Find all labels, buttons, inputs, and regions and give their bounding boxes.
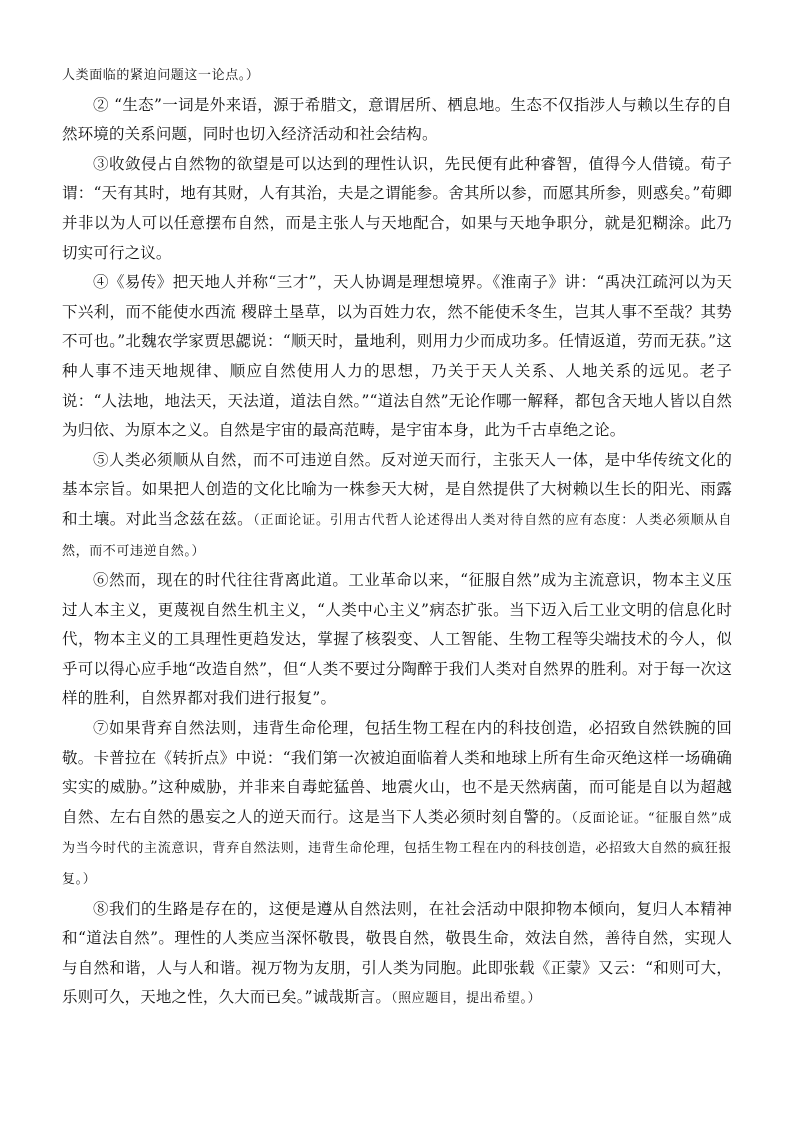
paragraph-8-text: ⑧我们的生路是存在的，这便是遵从自然法则，在社会活动中限抑物本倾向，复归人本精神和“道法自然”。理性的人类应当深怀敬畏，敬畏自然，敬畏生命，效法自然，善待自然，实现人与自然和谐，人与人和谐。视万物为友朋，引人类为同胞。此即张载《正蒙》又云：“和则可大，乐则可久，天地之性，久大而已矣。”诚哉斯言。 — [62, 899, 732, 1007]
paragraph-5 — [62, 446, 732, 566]
paragraph-6-text: ⑥然而，现在的时代往往背离此道。工业革命以来，“征服自然”成为主流意识，物本主义压过人本主义，更蔑视自然生机主义，“人类中心主义”病态扩张。当下迈入后工业文明的信息化时代，物本主义的工具理性更趋发达，掌握了核裂变、人工智能、生物工程等尖端技术的今人，似乎可以得心应手地“改造自然”，但“人类不要过分陶醉于我们人类对自然界的胜利。对于每一次这样的胜利，自然界都对我们进行报复”。 — [62, 571, 732, 708]
paragraph-1-note: 人类面临的紧迫问题这一论点。） — [62, 68, 260, 83]
paragraph-7 — [62, 714, 732, 895]
paragraph-3-text: ③收敛侵占自然物的欲望是可以达到的理性认识，先民便有此种睿智，值得今人借镜。荀子谓：“天有其时，地有其财，人有其治，夫是之谓能参。舍其所以参，而愿其所参，则惑矣。”荀卿并非以为人可以任意摆布自然，而是主张人与天地配合，如果与天地争职分，就是犯糊涂。此乃切实可行之议。 — [62, 154, 732, 262]
paragraph-8 — [62, 895, 732, 1014]
paragraph-4-text: ④《易传》把天地人并称“三才”，天人协调是理想境界。《淮南子》讲：“禹决江疏河以为天下兴利，而不能使水西流 稷辟土垦草，以为百姓力农，然不能使禾冬生，岂其人事不至哉？其势不可也。”北魏农学家贾思勰说：“顺天时，量地利，则用力少而成功多。任情返道，劳而无获。”这种人事不违天地规律、顺应自然使用人力的思想，乃关于天人关系、人地关系的远见。老子说：“人法地，地法天，天法道，道法自然。”“道法自然”无论作哪一解释，都包含天地人皆以自然为归依、为原本之义。自然是宇宙的最高范畴，是宇宙本身，此为千古卓绝之论。 — [62, 273, 732, 440]
paragraph-6 — [62, 566, 732, 714]
paragraph-8-note: （照应题目，提出希望。） — [390, 991, 542, 1007]
paragraph-7-note: （反面论证。“征服自然”成为当今时代的主流意识，背弃自然法则，违背生命伦理，包括生物工程在内的科技创造，必招致大自然的疯狂报复。） — [62, 810, 732, 888]
paragraph-4 — [62, 268, 732, 446]
paragraph-3 — [62, 150, 732, 268]
paragraph-5-text: ⑤人类必须顺从自然，而不可违逆自然。反对逆天而行，主张天人一体，是中华传统文化的基本宗旨。如果把人创造的文化比喻为一株参天大树，是自然提供了大树赖以生长的阳光、雨露和土壤。对此当念兹在兹。 — [62, 450, 732, 528]
paragraph-2 — [62, 91, 732, 150]
paragraph-1 — [62, 60, 732, 91]
paragraph-5-note: （正面论证。引用古代哲人论述得出人类对待自然的应有态度：人类必须顺从自然，而不可违逆自然。） — [62, 512, 732, 559]
paragraph-7-text: ⑦如果背弃自然法则，违背生命伦理，包括生物工程在内的科技创造，必招致自然铁腕的回敬。卡普拉在《转折点》中说：“我们第一次被迫面临着人类和地球上所有生命灭绝这样一场确确实实的威胁。”这种威胁，并非来自毒蛇猛兽、地震火山，也不是天然病菌，而可能是自以为超越自然、左右自然的愚妄之人的逆天而行。这是当下人类必须时刻自警的。 — [62, 719, 732, 826]
paragraph-2-text: ② “生态”一词是外来语，源于希腊文，意谓居所、栖息地。生态不仅指涉人与赖以生存的自然环境的关系问题，同时也切入经济活动和社会结构。 — [62, 95, 732, 144]
